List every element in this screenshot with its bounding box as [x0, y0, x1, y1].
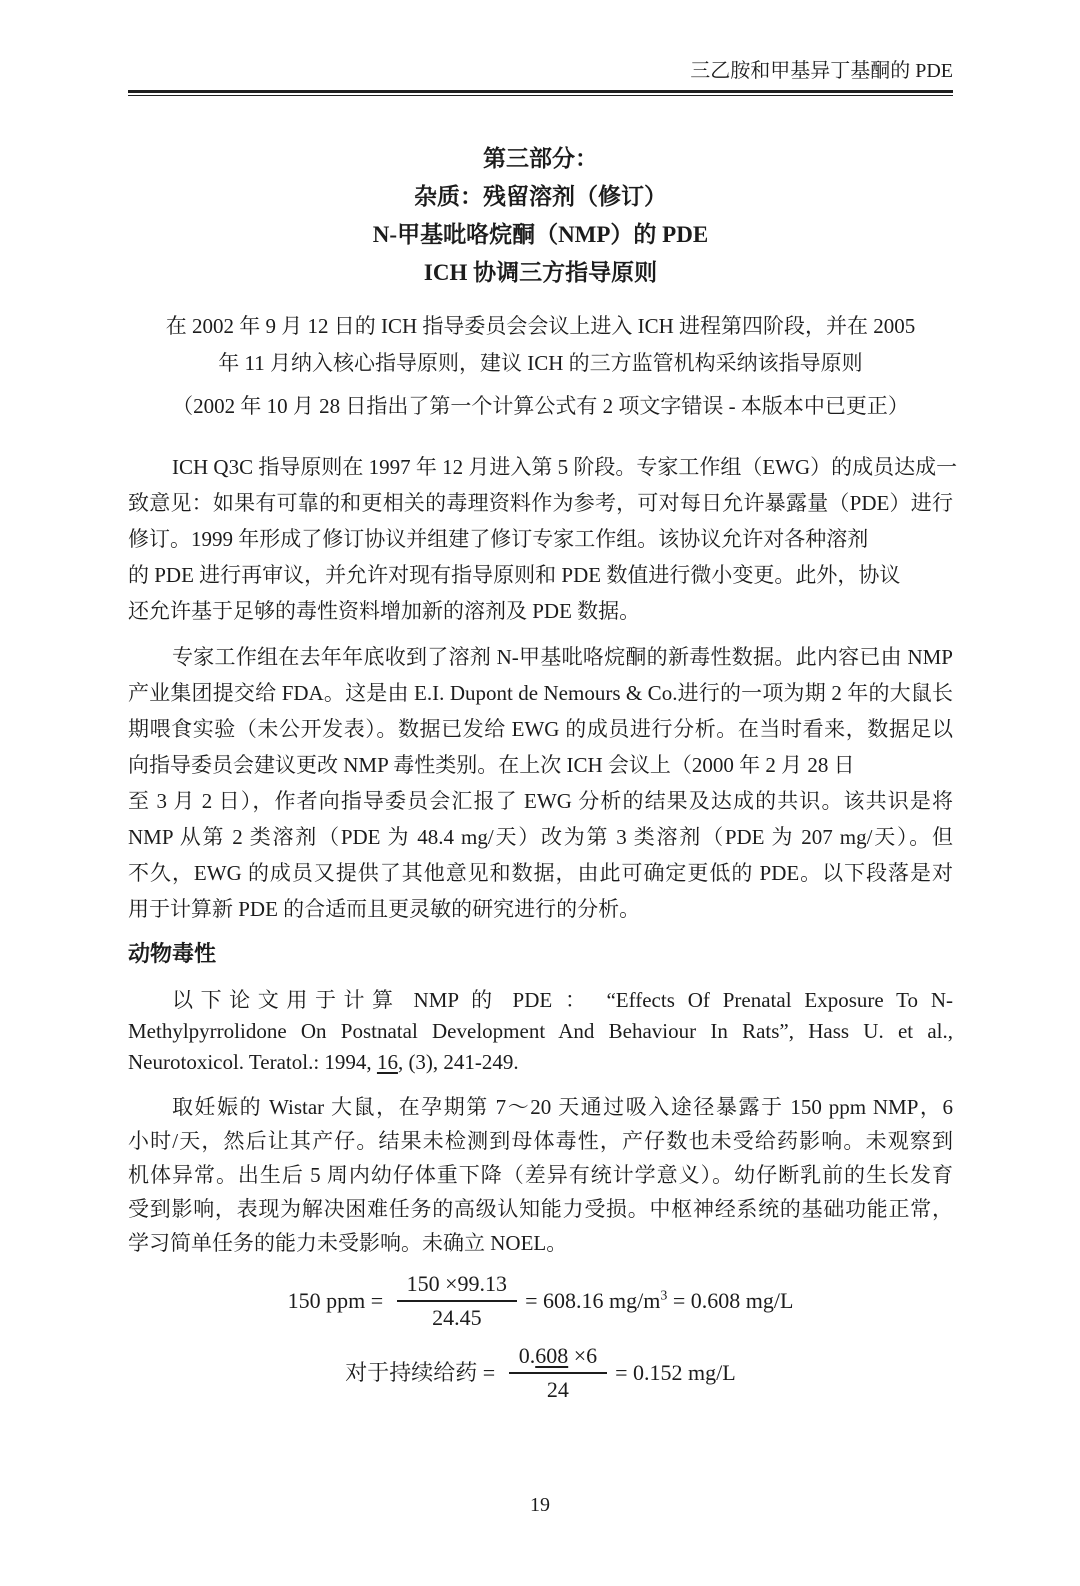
paragraph-line: 不久，EWG 的成员又提供了其他意见和数据，由此可确定更低的 PDE。以下段落是对 [128, 861, 953, 885]
numerator-suffix: ×6 [568, 1343, 598, 1368]
paragraph-new-data [128, 639, 953, 927]
formula-lhs: 对于持续给药 = [345, 1360, 501, 1386]
title-impurities-line: 杂质：残留溶剂（修订） [414, 184, 667, 209]
paragraph-line: 受到影响，表现为解决困难任务的高级认知能力受损。中枢神经系统的基础功能正常， [128, 1197, 953, 1221]
citation-line [128, 1047, 953, 1078]
paragraph-line: 机体异常。出生后 5 周内幼仔体重下降（差异有统计学意义）。幼仔断乳前的生长发育 [128, 1163, 953, 1187]
page-number: 19 [530, 1494, 550, 1516]
header-rule [128, 90, 953, 96]
fraction-numerator: 150 ×99.13 [397, 1270, 517, 1302]
formula-ppm-conversion [128, 1272, 953, 1334]
citation-journal: Neurotoxicol. Teratol.: 1994, [128, 1050, 377, 1074]
numerator-underlined: 608 [535, 1343, 569, 1368]
title-nmp-pde-line: N-甲基吡咯烷酮（NMP）的 PDE [372, 222, 709, 247]
paragraph-line: 取妊娠的 Wistar 大鼠，在孕期第 7～20 天通过吸入途径暴露于 150 ppm NMP，6 [172, 1095, 953, 1119]
formula-lhs: 150 ppm = [287, 1288, 389, 1314]
paragraph-line: 至 3 月 2 日），作者向指导委员会汇报了 EWG 分析的结果及达成的共识。该共识是将 [128, 789, 953, 813]
section-heading-animal-toxicity: 动物毒性 [128, 941, 217, 966]
paragraph-line: 向指导委员会建议更改 NMP 毒性类别。在上次 ICH 会议上（2000 年 2 月 28 日 [128, 753, 855, 777]
citation-volume: 16 [376, 1050, 398, 1074]
running-header-title: 三乙胺和甲基异丁基酮的 PDE [690, 60, 953, 82]
document-page [0, 58, 1080, 1586]
adoption-line: 年 11 月纳入核心指导原则，建议 ICH 的三方监管机构采纳该指导原则 [218, 351, 863, 375]
fraction-numerator [509, 1342, 607, 1374]
paragraph-line: NMP 从第 2 类溶剂（PDE 为 48.4 mg/天）改为第 3 类溶剂（PDE 为 207 mg/天）。但 [128, 825, 953, 849]
citation-paragraph [128, 985, 953, 1078]
formula-result-mgl: = 0.608 mg/L [667, 1288, 794, 1314]
paragraph-line: 致意见：如果有可靠的和更相关的毒理资料作为参考，可对每日允许暴露量（PDE）进行 [128, 491, 953, 515]
citation-pages: , (3), 241-249. [397, 1050, 519, 1074]
paragraph-line: 期喂食实验（未公开发表）。数据已发给 EWG 的成员进行分析。在当时看来，数据足以 [128, 717, 953, 741]
fraction [397, 1270, 517, 1332]
paragraph-line: 小时/天，然后让其产仔。结果未检测到母体毒性，产仔数也未受给药影响。未观察到 [128, 1129, 953, 1153]
paragraph-line: 产业集团提交给 FDA。这是由 E.I. Dupont de Nemours & Co.进行的一项为期 2 年的大鼠长 [128, 681, 953, 705]
adoption-statement [128, 308, 953, 382]
paragraph-study-description [128, 1090, 953, 1260]
citation-line: Methylpyrrolidone On Postnatal Development And Behaviour In Rats”, Hass U. et al., [128, 1019, 953, 1043]
formula-result: = 0.152 mg/L [615, 1360, 736, 1386]
fraction-denominator: 24 [546, 1377, 569, 1402]
paragraph-line: 用于计算新 PDE 的合适而且更灵敏的研究进行的分析。 [128, 897, 641, 921]
adoption-line: 在 2002 年 9 月 12 日的 ICH 指导委员会会议上进入 ICH 进程第四阶段，并在 2005 [165, 314, 916, 338]
paragraph-line: 还允许基于足够的毒性资料增加新的溶剂及 PDE 数据。 [128, 599, 641, 623]
paragraph-line: ICH Q3C 指导原则在 1997 年 12 月进入第 5 阶段。专家工作组（EWG）的成员达成一 [172, 455, 958, 479]
paragraph-line: 修订。1999 年形成了修订协议并组建了修订专家工作组。该协议允许对各种溶剂 [128, 527, 869, 551]
fraction [509, 1342, 607, 1404]
numerator-prefix: 0. [518, 1343, 536, 1368]
paragraph-line: 学习简单任务的能力未受影响。未确立 NOEL。 [128, 1231, 568, 1255]
title-part-line: 第三部分： [483, 146, 598, 171]
formula-exponent: 3 [660, 1288, 668, 1304]
paragraph-line: 的 PDE 进行再审议，并允许对现有指导原则和 PDE 数值进行微小变更。此外，协议 [128, 563, 901, 587]
paragraph-history [128, 449, 958, 629]
title-ich-line: ICH 协调三方指导原则 [423, 260, 658, 285]
fraction-denominator: 24.45 [432, 1305, 482, 1330]
document-title-block [128, 140, 953, 292]
citation-line: 以下论文用于计算 NMP 的 PDE ： “Effects Of Prenatal Exposure To N- [172, 988, 953, 1012]
correction-note: （2002 年 10 月 28 日指出了第一个计算公式有 2 项文字错误 - 本版本中已更正） [172, 394, 909, 418]
paragraph-line: 专家工作组在去年年底收到了溶剂 N-甲基吡咯烷酮的新毒性数据。此内容已由 NMP [172, 645, 953, 669]
formula-continuous-dosing [128, 1344, 953, 1406]
formula-result: = 608.16 mg/m [525, 1288, 661, 1314]
